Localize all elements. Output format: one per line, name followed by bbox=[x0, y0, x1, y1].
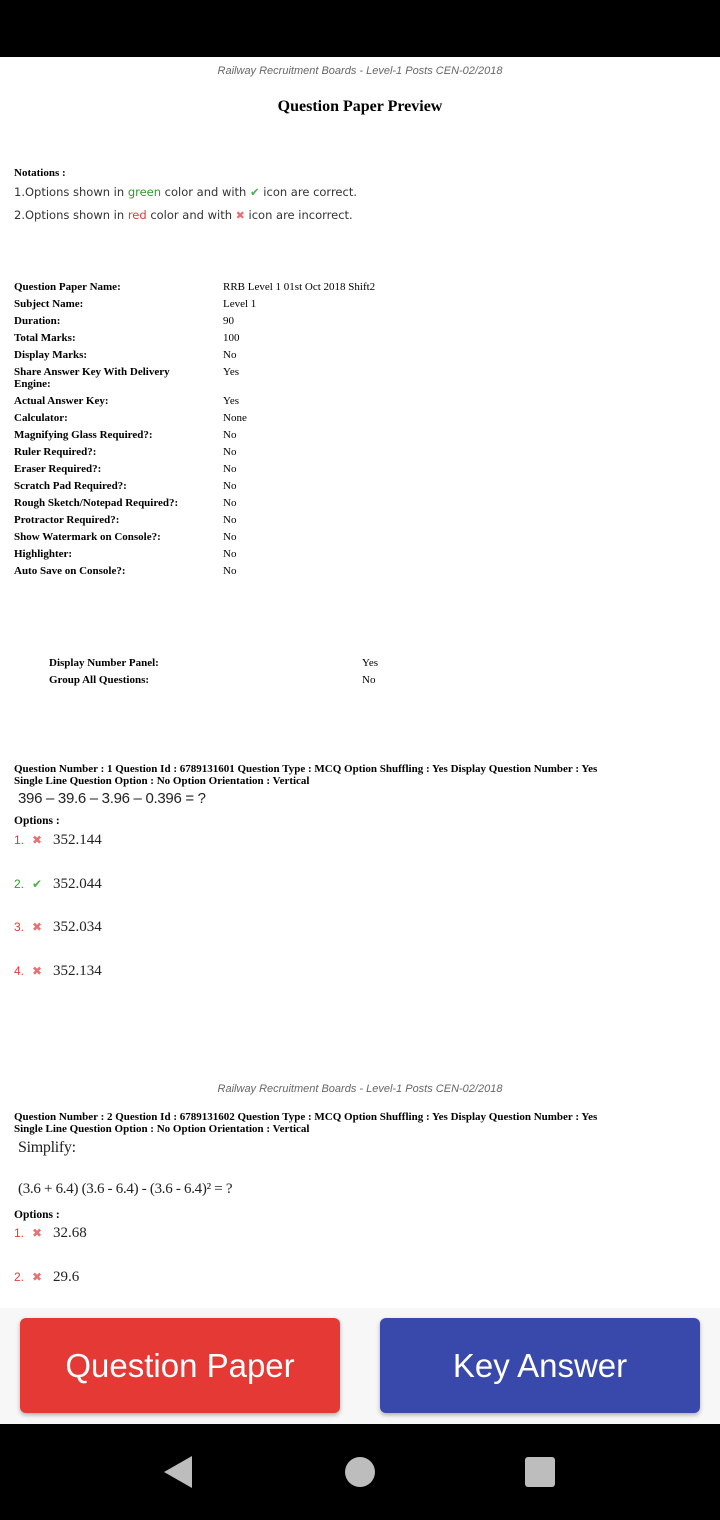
option-text: 32.68 bbox=[53, 1225, 87, 1241]
option-text: 352.034 bbox=[53, 919, 102, 936]
detail-value: Yes bbox=[223, 366, 240, 378]
detail-value: Level 1 bbox=[223, 298, 257, 310]
detail-key: Scratch Pad Required?: bbox=[14, 480, 127, 492]
option-2 bbox=[14, 1269, 79, 1289]
detail-value: No bbox=[223, 497, 237, 509]
detail-key: Magnifying Glass Required?: bbox=[14, 429, 153, 441]
pdf-content[interactable] bbox=[0, 57, 720, 1308]
cross-icon: ✖ bbox=[32, 964, 43, 979]
detail-value: 90 bbox=[223, 315, 234, 327]
detail-key: Ruler Required?: bbox=[14, 446, 97, 458]
detail-key: Duration: bbox=[14, 315, 61, 327]
question-2-text: Simplify: bbox=[18, 1139, 76, 1156]
option-3 bbox=[14, 919, 102, 939]
detail-value: No bbox=[223, 480, 237, 492]
option-number: 2. bbox=[14, 876, 25, 891]
navigation-bar bbox=[0, 1424, 720, 1520]
cross-icon: ✖ bbox=[32, 1226, 43, 1240]
detail-key: Calculator: bbox=[14, 412, 68, 424]
detail-key: Share Answer Key With Delivery Engine: bbox=[14, 366, 170, 390]
notation-correct: 1.Options shown in green color and with ✔ icon are correct. bbox=[14, 185, 357, 199]
detail-key: Protractor Required?: bbox=[14, 514, 120, 526]
option-number: 1. bbox=[14, 833, 25, 847]
question-2-options-label: Options : bbox=[14, 1209, 60, 1221]
detail-value: No bbox=[223, 463, 237, 475]
detail-key: Auto Save on Console?: bbox=[14, 565, 126, 577]
detail-value: Yes bbox=[223, 395, 240, 407]
question-1-options-label: Options : bbox=[14, 815, 60, 827]
detail-key: Question Paper Name: bbox=[14, 281, 121, 293]
back-icon[interactable] bbox=[162, 1455, 194, 1489]
option-number: 2. bbox=[14, 1269, 25, 1284]
recents-icon[interactable] bbox=[525, 1457, 555, 1487]
page-header: Railway Recruitment Boards - Level-1 Posts CEN-02/2018 bbox=[217, 65, 503, 77]
detail-key: Display Marks: bbox=[14, 349, 88, 361]
detail-key: Actual Answer Key: bbox=[14, 395, 109, 407]
panel-key: Display Number Panel: bbox=[49, 657, 159, 669]
cross-icon: ✖ bbox=[235, 209, 245, 222]
bottom-bar bbox=[0, 1308, 720, 1424]
cross-icon: ✖ bbox=[32, 1269, 43, 1284]
detail-key: Show Watermark on Console?: bbox=[14, 531, 161, 543]
detail-key: Rough Sketch/Notepad Required?: bbox=[14, 497, 179, 509]
option-2 bbox=[14, 876, 102, 896]
question-2-expression: (3.6 + 6.4) (3.6 - 6.4) - (3.6 - 6.4)² = ? bbox=[18, 1181, 233, 1197]
detail-value: None bbox=[223, 412, 247, 424]
question-paper-button[interactable]: Question Paper bbox=[20, 1318, 340, 1413]
check-icon: ✔ bbox=[32, 876, 43, 891]
page-title: Question Paper Preview bbox=[277, 98, 443, 115]
detail-key: Subject Name: bbox=[14, 298, 84, 310]
detail-value: RRB Level 1 01st Oct 2018 Shift2 bbox=[223, 281, 376, 293]
option-number: 4. bbox=[14, 964, 25, 979]
notations-heading: Notations : bbox=[14, 167, 66, 179]
check-icon: ✔ bbox=[250, 185, 260, 199]
panel-key: Group All Questions: bbox=[49, 674, 150, 686]
detail-value: No bbox=[223, 349, 237, 361]
detail-key: Total Marks: bbox=[14, 332, 76, 344]
question-1-text: 396 – 39.6 – 3.96 – 0.396 = ? bbox=[18, 790, 206, 807]
detail-value: 100 bbox=[223, 332, 240, 344]
notation-incorrect: 2.Options shown in red color and with ✖ icon are incorrect. bbox=[14, 208, 353, 222]
option-4 bbox=[14, 963, 102, 983]
option-text: 352.144 bbox=[53, 832, 102, 848]
option-number: 1. bbox=[14, 1226, 25, 1240]
option-number: 3. bbox=[14, 920, 25, 935]
panel-value: Yes bbox=[362, 657, 379, 669]
question-2-meta: Question Number : 2 Question Id : 6789131602 Question Type : MCQ Option Shuffling : Yes Display Question Number : Yes Single Line Question Option : No Option Orientation : Vertical bbox=[14, 1111, 598, 1135]
option-text: 352.044 bbox=[53, 875, 102, 892]
detail-value: No bbox=[223, 565, 237, 577]
detail-value: No bbox=[223, 446, 237, 458]
cross-icon: ✖ bbox=[32, 833, 43, 847]
key-answer-button[interactable]: Key Answer bbox=[380, 1318, 700, 1413]
page-2-header: Railway Recruitment Boards - Level-1 Posts CEN-02/2018 bbox=[217, 1083, 503, 1095]
detail-value: No bbox=[223, 531, 237, 543]
option-text: 29.6 bbox=[53, 1268, 80, 1285]
detail-value: No bbox=[223, 548, 237, 560]
detail-key: Eraser Required?: bbox=[14, 463, 102, 475]
panel-value: No bbox=[362, 674, 376, 686]
option-text: 352.134 bbox=[53, 963, 102, 980]
question-1-meta: Question Number : 1 Question Id : 6789131601 Question Type : MCQ Option Shuffling : Yes Display Question Number : Yes Single Line Question Option : No Option Orientation : Vertical bbox=[14, 763, 598, 787]
cross-icon: ✖ bbox=[32, 920, 43, 935]
detail-key: Highlighter: bbox=[14, 548, 73, 560]
detail-value: No bbox=[223, 514, 237, 526]
detail-value: No bbox=[223, 429, 237, 441]
option-1 bbox=[14, 832, 102, 852]
status-bar bbox=[0, 0, 720, 57]
home-icon[interactable] bbox=[345, 1457, 375, 1487]
option-1 bbox=[14, 1225, 87, 1245]
